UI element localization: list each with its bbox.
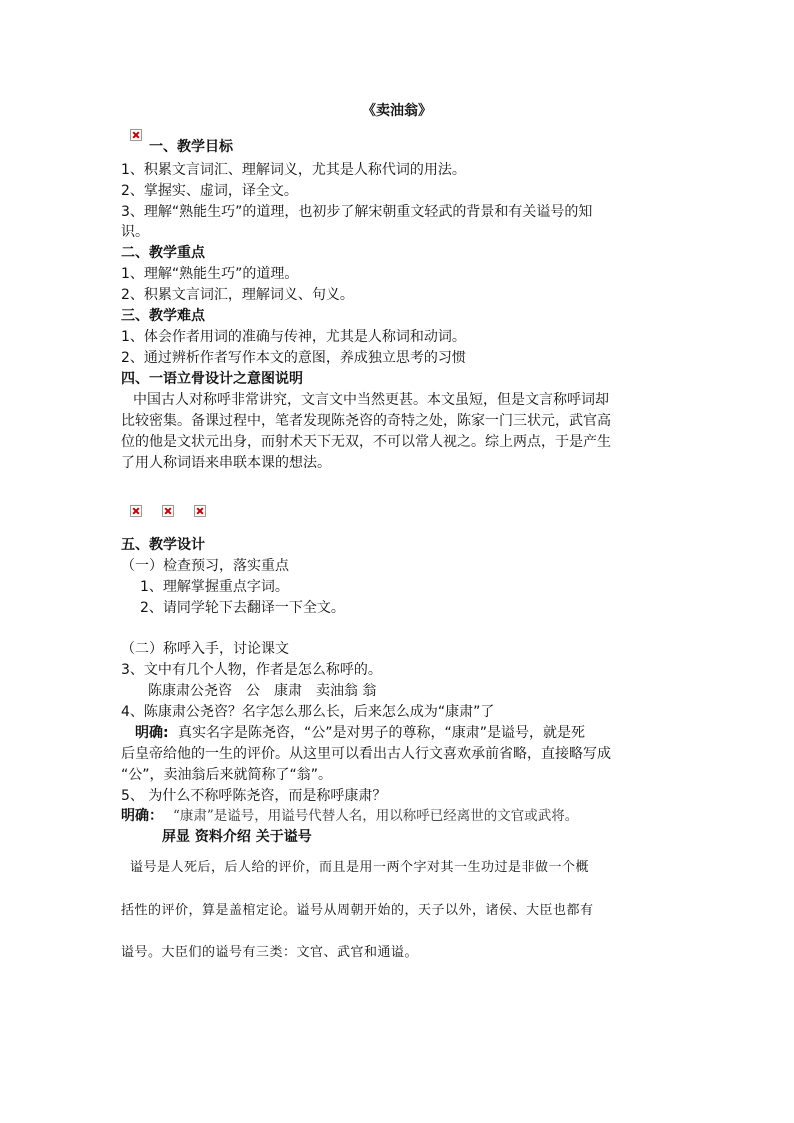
broken-image-icon xyxy=(130,129,142,141)
key-point-2: 2、积累文言词汇，理解词义、句义。 xyxy=(121,287,354,303)
note-line-3: 谥号。大臣们的谥号有三类：文官、武官和通谥。 xyxy=(121,945,419,960)
question-3-answer: 陈康肃公尧咨 公 康肃 卖油翁 翁 xyxy=(148,683,377,699)
intent-paragraph-line-2: 比较密集。备课过程中，笔者发现陈尧咨的奇特之处，陈家一门三状元，武官高 xyxy=(121,413,611,429)
question-4: 4、陈康肃公尧咨？名字怎么那么长，后来怎么成为“康肃”了 xyxy=(121,704,495,720)
preview-step-2: 2、请同学轮下去翻译一下全文。 xyxy=(140,600,345,616)
key-point-1: 1、理解“熟能生巧”的道理。 xyxy=(121,266,299,282)
subsection-preview: （一）检查预习，落实重点 xyxy=(121,558,289,574)
note-line-1: 谥号是人死后，后人给的评价，而且是用一两个字对其一生功过是非做一个概 xyxy=(130,860,590,875)
answer-4-line-1: 真实名字是陈尧咨，“公”是对男子的尊称，“康肃”是谥号，就是死 xyxy=(178,725,586,741)
intent-paragraph-line-1: 中国古人对称呼非常讲究，文言文中当然更甚。本文虽短，但是文言称呼词却 xyxy=(133,392,609,408)
screen-display-heading: 屏显 资料介绍 关于谥号 xyxy=(162,829,312,845)
section-heading-design-intent: 四、一语立骨设计之意图说明 xyxy=(121,371,303,387)
section-heading-key-points: 二、教学重点 xyxy=(121,245,205,261)
objective-2: 2、掌握实、虚词，译全文。 xyxy=(121,183,298,199)
intent-paragraph-line-3: 位的他是文状元出身，而射术天下无双，不可以常人视之。综上两点，于是产生 xyxy=(121,434,611,450)
section-heading-objectives: 一、教学目标 xyxy=(149,139,233,155)
answer-5-label: 明确： xyxy=(121,808,163,824)
intent-paragraph-line-4: 了用人称词语来串联本课的想法。 xyxy=(121,455,331,471)
broken-image-icon xyxy=(162,505,174,517)
answer-4-label: 明确: xyxy=(135,725,169,741)
broken-image-icon xyxy=(130,505,142,517)
question-3: 3、文中有几个人物，作者是怎么称呼的。 xyxy=(121,662,382,678)
objective-1: 1、积累文言词汇、理解词义，尤其是人称代词的用法。 xyxy=(121,162,466,178)
answer-5-text: “康肃”是谥号，用谥号代替人名，用以称呼已经离世的文官或武将。 xyxy=(173,808,579,824)
broken-image-icon xyxy=(194,505,206,517)
difficulty-1: 1、体会作者用词的准确与传神，尤其是人称词和动词。 xyxy=(121,329,466,345)
difficulty-2: 2、通过辨析作者写作本文的意图，养成独立思考的习惯 xyxy=(121,350,466,366)
answer-4-line-2: 后皇帝给他的一生的评价。从这里可以看出古人行文喜欢承前省略，直接略写成 xyxy=(121,746,611,762)
document-title: 《卖油翁》 xyxy=(362,103,432,119)
answer-4-line-3: “公”，卖油翁后来就简称了“翁”。 xyxy=(121,767,333,783)
preview-step-1: 1、理解掌握重点字词。 xyxy=(140,579,289,595)
subsection-discussion: （二）称呼入手，讨论课文 xyxy=(121,641,289,657)
section-heading-difficulties: 三、教学难点 xyxy=(121,308,205,324)
section-heading-teaching-design: 五、教学设计 xyxy=(121,537,205,553)
note-line-2: 括性的评价，算是盖棺定论。谥号从周朝开始的，天子以外，诸侯、大臣也都有 xyxy=(121,903,594,918)
objective-3-cont: 识。 xyxy=(121,224,149,240)
objective-3: 3、理解“熟能生巧”的道理，也初步了解宋朝重文轻武的背景和有关谥号的知 xyxy=(121,204,593,220)
question-5: 5、 为什么不称呼陈尧咨，而是称呼康肃？ xyxy=(121,788,387,804)
